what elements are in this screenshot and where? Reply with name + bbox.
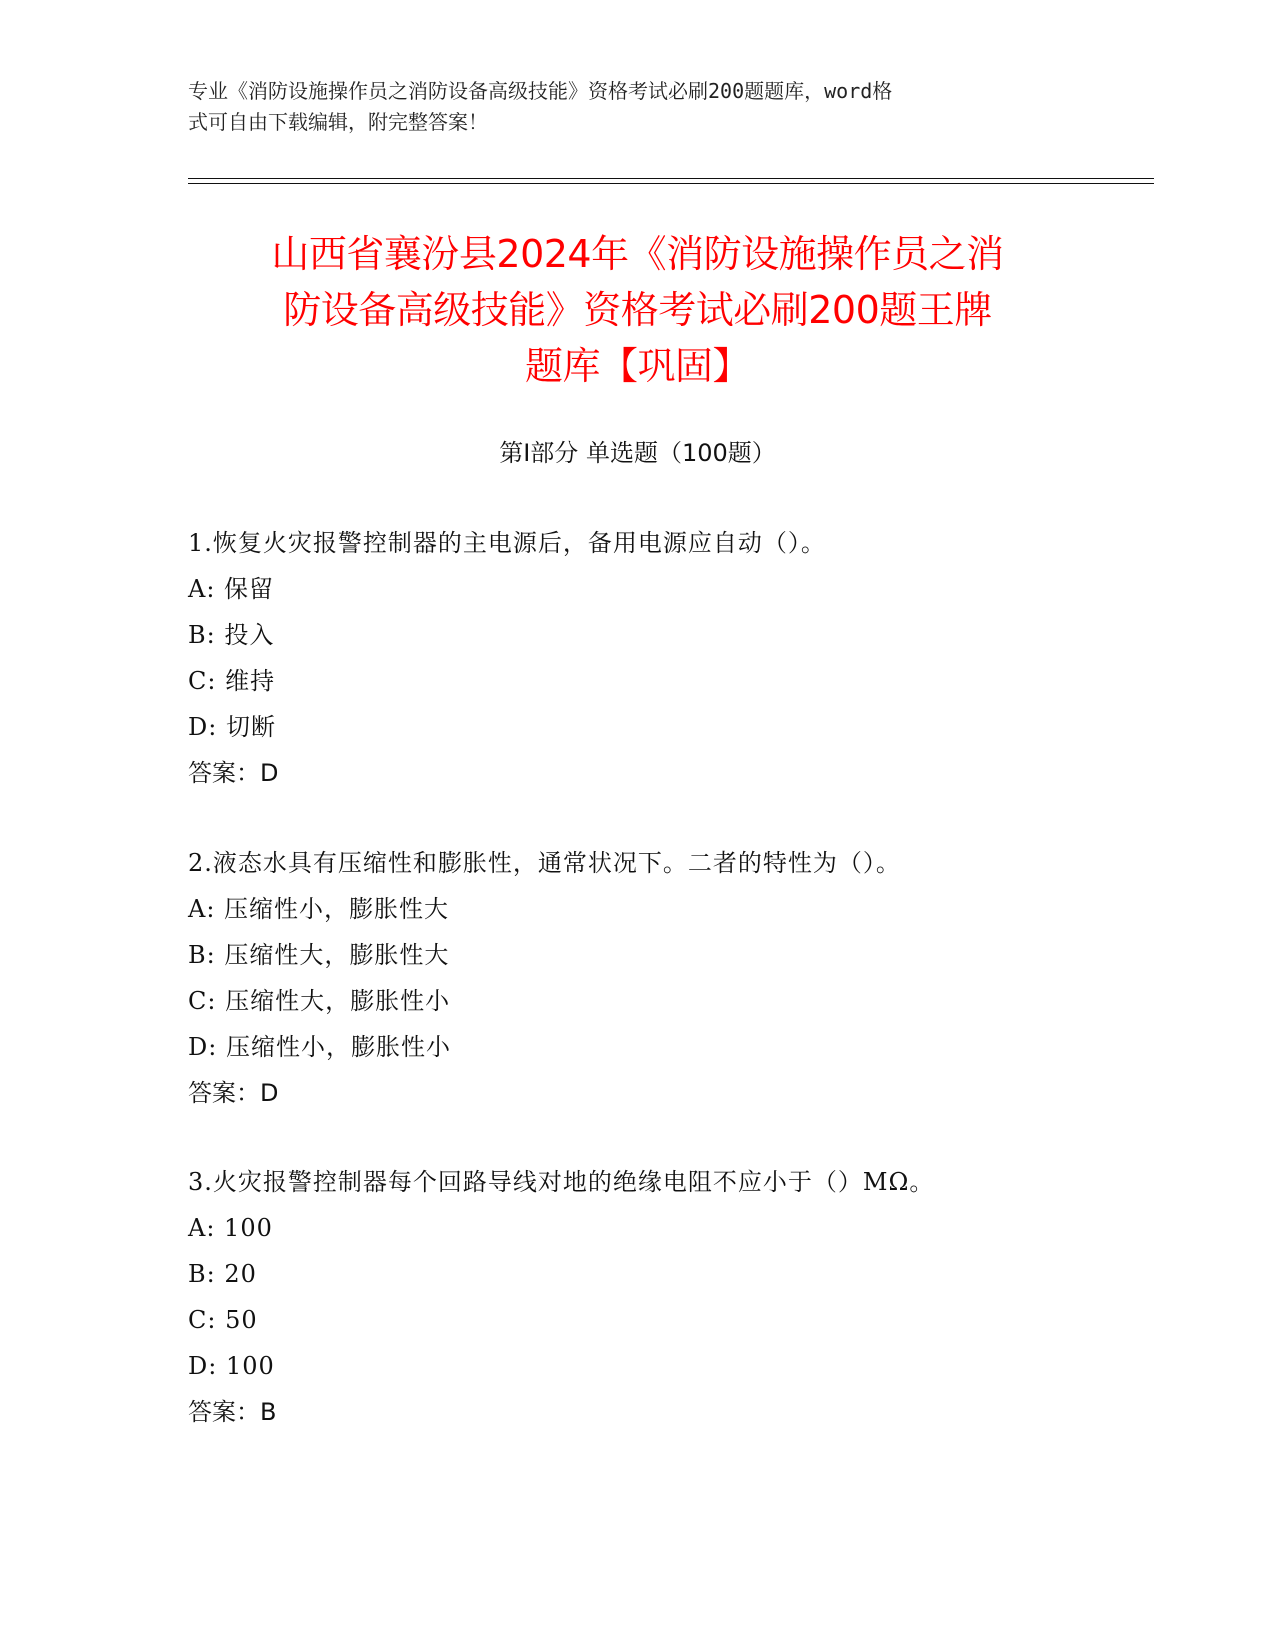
option-b: B: 压缩性大，膨胀性大 <box>188 941 450 969</box>
option-d: D: 切断 <box>188 713 276 741</box>
question-stem: 2.液态水具有压缩性和膨胀性，通常状况下。二者的特性为（）。 <box>188 849 901 877</box>
answer: 答案：D <box>188 759 279 787</box>
document-title-line-3: 题库【巩固】 <box>524 344 750 388</box>
document-title-line-2: 防设备高级技能》资格考试必刷200题王牌 <box>283 288 992 332</box>
header-rule-bottom <box>188 183 1154 184</box>
option-c: C: 50 <box>188 1306 258 1334</box>
header-note-line-1: 专业《消防设施操作员之消防设备高级技能》资格考试必刷200题题库，word格 <box>188 79 893 103</box>
header-rule-top <box>188 178 1154 179</box>
option-c: C: 维持 <box>188 667 276 695</box>
option-d: D: 100 <box>188 1352 275 1380</box>
question-3 <box>188 1168 1148 1444</box>
option-a: A: 压缩性小，膨胀性大 <box>188 895 450 923</box>
section-heading: 第Ⅰ部分 单选题（100题） <box>499 439 776 467</box>
document-title <box>160 226 1115 394</box>
option-a: A: 保留 <box>188 575 275 603</box>
question-stem: 1.恢复火灾报警控制器的主电源后，备用电源应自动（）。 <box>188 529 826 557</box>
answer: 答案：B <box>188 1398 277 1426</box>
header-note-line-2: 式可自由下载编辑，附完整答案！ <box>188 110 488 134</box>
option-c: C: 压缩性大，膨胀性小 <box>188 987 451 1015</box>
question-stem: 3.火灾报警控制器每个回路导线对地的绝缘电阻不应小于（）MΩ。 <box>188 1168 935 1196</box>
answer: 答案：D <box>188 1079 279 1107</box>
option-d: D: 压缩性小，膨胀性小 <box>188 1033 451 1061</box>
document-title-line-1: 山西省襄汾县2024年《消防设施操作员之消 <box>271 232 1004 276</box>
question-2 <box>188 849 1148 1125</box>
header-note <box>188 76 1068 138</box>
question-1 <box>188 529 1148 805</box>
option-b: B: 20 <box>188 1260 257 1288</box>
option-b: B: 投入 <box>188 621 275 649</box>
option-a: A: 100 <box>188 1214 273 1242</box>
